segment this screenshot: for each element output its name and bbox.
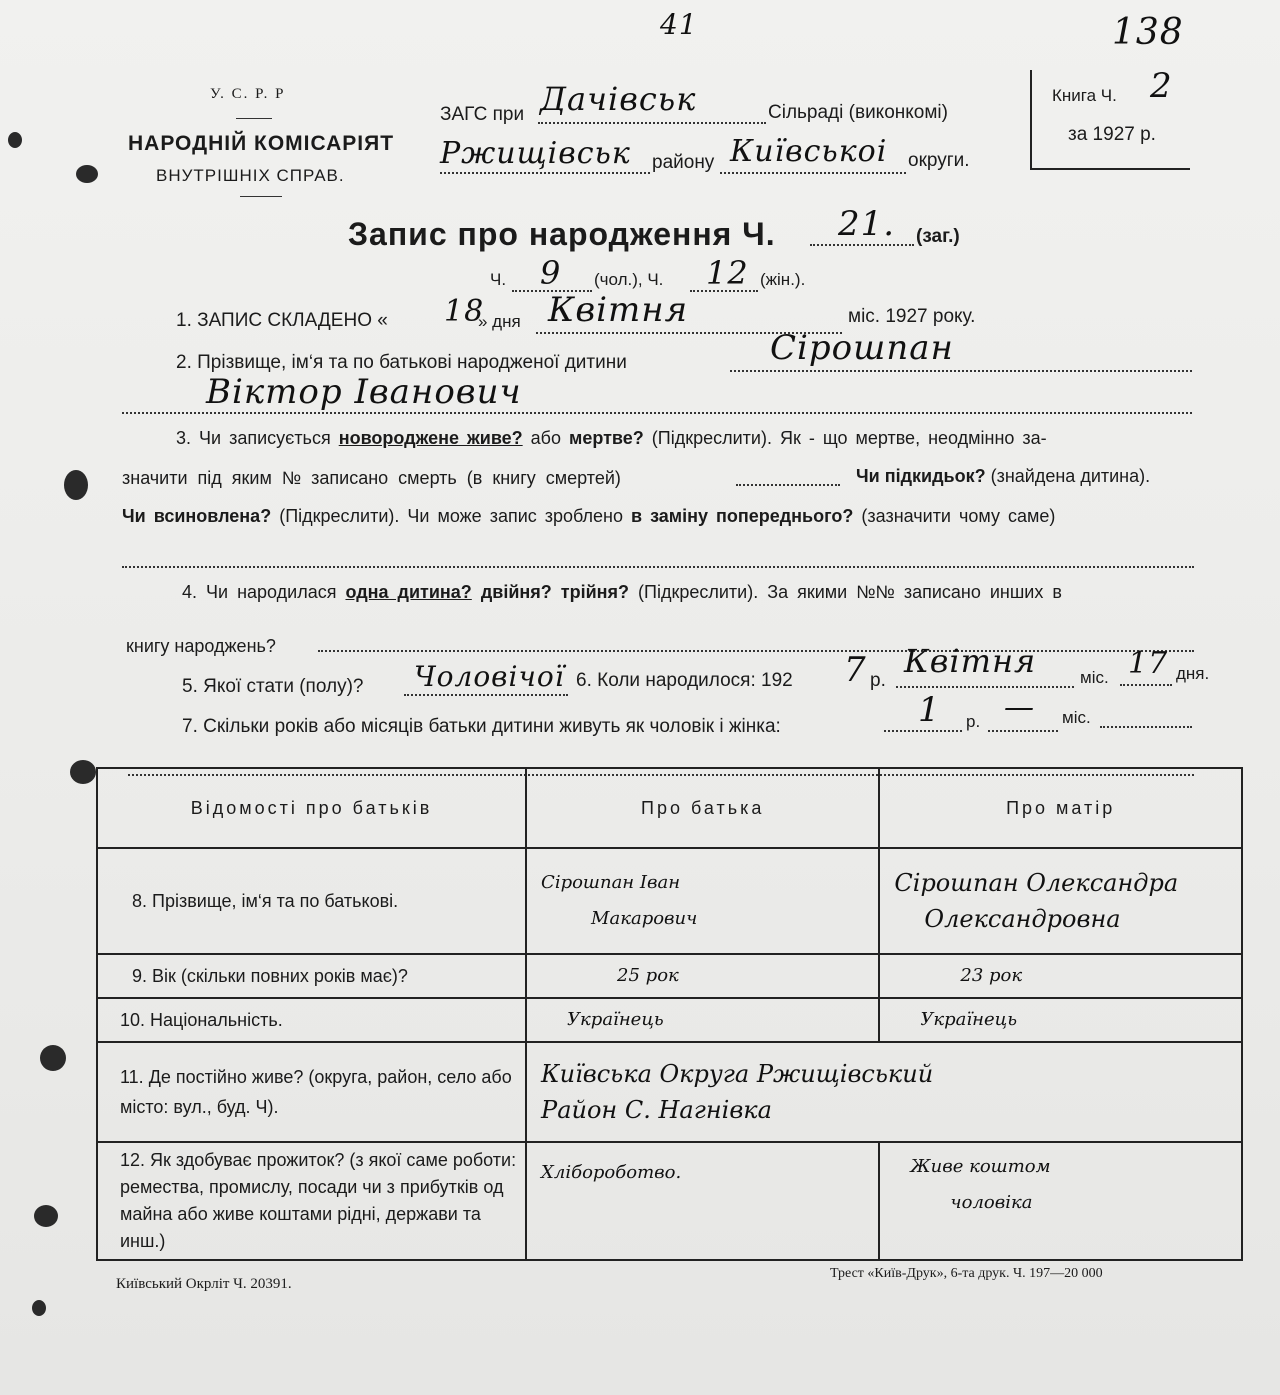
footer-left: Київський Окрліт Ч. 20391. bbox=[116, 1276, 292, 1292]
record-title: Запис про народження Ч. bbox=[348, 216, 776, 252]
male-label: (чол.), Ч. bbox=[594, 270, 664, 289]
female-count: 12 bbox=[706, 254, 749, 292]
commissariat-title: НАРОДНІЙ КОМІСАРІЯТ bbox=[128, 132, 395, 155]
field-4-text: (Підкреслити). За якими №№ записано инших в bbox=[638, 582, 1062, 602]
binding-hole bbox=[8, 132, 22, 148]
record-number: 21. bbox=[838, 204, 896, 244]
raion-label: району bbox=[652, 152, 715, 173]
table-row bbox=[97, 848, 1242, 954]
handwritten-entry: 25 рок bbox=[617, 965, 679, 986]
zags-prefix: ЗАГС при bbox=[440, 104, 525, 125]
underline bbox=[810, 244, 914, 246]
column-header: Про матір bbox=[879, 768, 1242, 848]
underline bbox=[884, 730, 962, 732]
zags-suffix: Сільраді (виконкомі) bbox=[768, 102, 948, 123]
option-single: одна дитина? bbox=[345, 582, 472, 602]
mother-cell bbox=[879, 1142, 1242, 1260]
binding-hole bbox=[64, 470, 88, 500]
field-3-line-1 bbox=[176, 428, 1047, 449]
female-label: (жін.). bbox=[760, 270, 806, 289]
handwritten-entry: Українець bbox=[567, 1009, 664, 1030]
underline bbox=[538, 122, 766, 124]
field-3-text: (зазначити чому саме) bbox=[861, 506, 1056, 526]
child-surname: Сірошпан bbox=[770, 328, 954, 368]
field-4-line-1 bbox=[182, 582, 1062, 603]
underline bbox=[736, 484, 840, 486]
handwritten-entry: Хлібороботво. bbox=[541, 1162, 682, 1183]
child-sex: Чоловічої bbox=[414, 660, 565, 693]
birth-year-digit: 7 bbox=[844, 650, 867, 690]
parents-table bbox=[96, 767, 1243, 1261]
handwritten-entry: Сірошпан Іван bbox=[541, 872, 681, 893]
underline bbox=[730, 370, 1192, 372]
underline bbox=[440, 172, 650, 174]
book-label: Книга Ч. bbox=[1052, 86, 1117, 105]
residence-cell bbox=[526, 1042, 1242, 1142]
male-count: 9 bbox=[540, 254, 562, 292]
raion-name: Ржищівськ bbox=[440, 136, 631, 171]
underline bbox=[988, 730, 1058, 732]
field-5-label: 5. Якої стати (полу)? bbox=[182, 676, 364, 697]
handwritten-entry: Сірошпан Олександра bbox=[894, 869, 1179, 897]
row-label bbox=[97, 1142, 526, 1260]
field-3-text: (Підкреслити). Як - що мертве, неодмінно за- bbox=[651, 428, 1047, 448]
option-replacement: в заміну попереднього? bbox=[631, 506, 854, 526]
birth-month: Квітня bbox=[904, 642, 1037, 680]
field-7-label: 7. Скільки років або місяців батьки дитини живуть як чоловік і жінка: bbox=[182, 716, 781, 737]
divider bbox=[240, 196, 282, 197]
handwritten-entry: чоловіка bbox=[950, 1192, 1033, 1213]
underline bbox=[1120, 684, 1172, 686]
book-number: 2 bbox=[1150, 66, 1173, 106]
field-3-text: (Підкреслити). Чи може запис зроблено bbox=[279, 506, 623, 526]
marriage-months: — bbox=[1004, 690, 1035, 725]
underline bbox=[404, 694, 568, 696]
table-row bbox=[97, 998, 1242, 1042]
handwritten-entry: Район С. Нагнівка bbox=[541, 1096, 772, 1124]
field-6-dnia: дня. bbox=[1176, 664, 1210, 683]
field-3-text: (знайдена дитина). bbox=[990, 466, 1151, 486]
ussr-label: У. С. Р. Р bbox=[210, 86, 286, 102]
binding-hole bbox=[70, 760, 96, 784]
page-number: 138 bbox=[1112, 12, 1184, 53]
field-1-month: Квітня bbox=[548, 290, 689, 330]
underline bbox=[318, 650, 1194, 652]
row-label-text: 8. Прізвище, ім‘я та по батькові. bbox=[132, 890, 399, 911]
handwritten-entry: Живе коштом bbox=[910, 1156, 1051, 1177]
birth-day: 17 bbox=[1128, 646, 1169, 681]
field-2-label: 2. Прізвище, ім‘я та по батькові народженої дитини bbox=[176, 352, 627, 373]
row-label bbox=[97, 998, 526, 1042]
field-1-label: 1. ЗАПИС СКЛАДЕНО « bbox=[176, 310, 388, 331]
record-number-suffix: (заг.) bbox=[916, 226, 960, 247]
field-3-text: або bbox=[530, 428, 562, 448]
handwritten-entry: Українець bbox=[920, 1009, 1018, 1030]
divider bbox=[236, 118, 272, 119]
field-4-line-2: книгу народжень? bbox=[126, 636, 276, 656]
mother-cell bbox=[879, 954, 1242, 998]
field-3-line-3 bbox=[122, 506, 1055, 527]
underline bbox=[1100, 726, 1192, 728]
father-cell bbox=[526, 848, 879, 954]
father-cell bbox=[526, 998, 879, 1042]
field-3-text: значити під яким № записано смерть (в книгу смертей) bbox=[122, 468, 621, 488]
table-row bbox=[97, 1042, 1242, 1142]
field-6-label: 6. Коли народилося: 192 bbox=[576, 670, 793, 691]
underline bbox=[896, 686, 1074, 688]
field-3-text: 3. Чи записується bbox=[176, 428, 331, 448]
table-header-row bbox=[97, 768, 1242, 848]
zags-village: Дачівськ bbox=[540, 80, 697, 118]
field-1-suffix: міс. 1927 року. bbox=[848, 306, 976, 327]
field-1-mid: » дня bbox=[478, 312, 521, 331]
table-row bbox=[97, 1142, 1242, 1260]
count-label: Ч. bbox=[490, 270, 507, 289]
handwritten-entry: Київська Округа Ржищівський bbox=[541, 1060, 934, 1088]
book-year: за 1927 р. bbox=[1068, 124, 1156, 145]
field-7-mis: міс. bbox=[1062, 708, 1091, 727]
option-dead: мертве? bbox=[569, 428, 644, 448]
row-label bbox=[97, 848, 526, 954]
binding-hole bbox=[76, 165, 98, 183]
option-foundling: Чи підкидьок? bbox=[856, 466, 986, 486]
underline bbox=[122, 566, 1194, 568]
field-7-r: р. bbox=[966, 712, 981, 731]
okruha-label: округи. bbox=[908, 150, 970, 171]
underline bbox=[690, 290, 758, 292]
field-1-day: 18 bbox=[444, 294, 485, 329]
mother-cell bbox=[879, 848, 1242, 954]
field-6-r: р. bbox=[870, 670, 886, 691]
top-mark: 41 bbox=[660, 8, 698, 41]
underline bbox=[720, 172, 906, 174]
mother-cell bbox=[879, 998, 1242, 1042]
underline bbox=[122, 412, 1192, 414]
row-label-text: 11. Де постійно живе? (округа, район, село або місто: вул., буд. Ч). bbox=[120, 1067, 512, 1117]
commissariat-subtitle: ВНУТРІШНІХ СПРАВ. bbox=[156, 166, 345, 185]
handwritten-entry: Олександровна bbox=[924, 905, 1121, 933]
option-alive: новороджене живе? bbox=[338, 428, 523, 448]
option-twins: двійня? трійня? bbox=[480, 582, 630, 602]
father-cell bbox=[526, 1142, 879, 1260]
field-4-text: 4. Чи народилася bbox=[182, 582, 337, 602]
binding-hole bbox=[40, 1045, 66, 1071]
row-label bbox=[97, 954, 526, 998]
binding-hole bbox=[32, 1300, 46, 1316]
marriage-years: 1 bbox=[918, 690, 941, 730]
father-cell bbox=[526, 954, 879, 998]
handwritten-entry: Макарович bbox=[591, 908, 698, 929]
field-3-line-2b bbox=[856, 466, 1150, 487]
table-row bbox=[97, 954, 1242, 998]
handwritten-entry: 23 рок bbox=[960, 965, 1023, 986]
row-label bbox=[97, 1042, 526, 1142]
option-adopted: Чи всиновлена? bbox=[122, 506, 272, 526]
field-3-line-2 bbox=[122, 468, 621, 489]
okruha-name: Київськоі bbox=[730, 134, 888, 169]
row-label-text: 10. Національність. bbox=[120, 1009, 283, 1030]
row-label-text: 9. Вік (скільки повних років має)? bbox=[132, 965, 408, 986]
row-label-text: 12. Як здобуває прожиток? (з якої саме роботи: ремества, промислу, посади чи з прибутків од майна або живе коштами рідні, держави та инш.) bbox=[120, 1150, 517, 1251]
column-header: Про батька bbox=[526, 768, 879, 848]
column-header: Відомості про батьків bbox=[97, 768, 526, 848]
binding-hole bbox=[34, 1205, 58, 1227]
footer-right: Трест «Київ-Друк», 6-та друк. Ч. 197—20 000 bbox=[830, 1266, 1103, 1281]
field-6-mis: міс. bbox=[1080, 668, 1109, 687]
child-name: Віктор Іванович bbox=[206, 372, 522, 412]
